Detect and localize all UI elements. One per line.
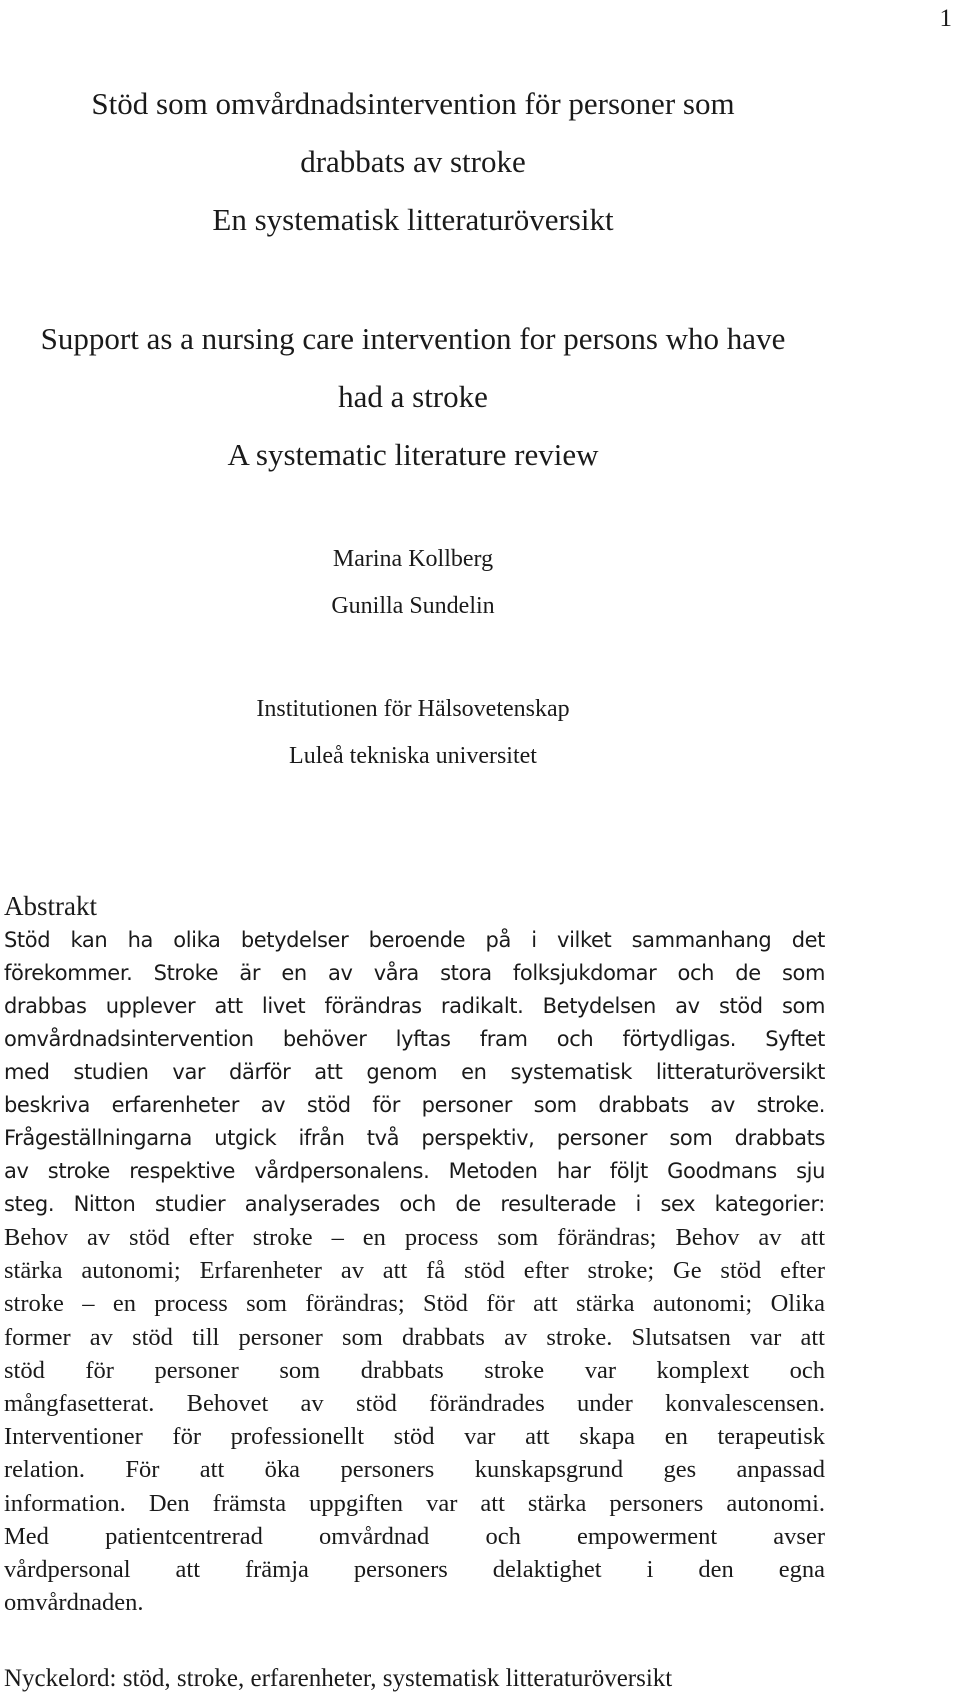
title-english-line: Support as a nursing care intervention for persons who have — [40, 321, 786, 356]
abstract-heading: Abstrakt — [4, 891, 97, 921]
affiliation — [0, 686, 826, 780]
author-name: Gunilla Sundelin — [331, 593, 495, 619]
abstract-line: Frågeställningarna utgick ifrån två perspektiv, personer som drabbats — [4, 1126, 825, 1150]
abstract-line: vårdpersonal att främja personers delaktighet i den egna — [4, 1556, 825, 1584]
abstract-line: beskriva erfarenheter av stöd för personer som drabbats av stroke. — [4, 1093, 825, 1117]
abstract-line: drabbas upplever att livet förändras radikalt. Betydelsen av stöd som — [4, 994, 825, 1018]
title-english — [0, 310, 826, 484]
abstract-line: stärka autonomi; Erfarenheter av att få stöd efter stroke; Ge stöd efter — [4, 1257, 825, 1285]
title-swedish — [0, 75, 826, 249]
title-english-line: had a stroke — [338, 379, 488, 414]
abstract-line: mångfasetterat. Behovet av stöd förändrades under konvalescensen. — [4, 1390, 825, 1418]
abstract-line: förekommer. Stroke är en av våra stora folksjukdomar och de som — [4, 961, 825, 985]
abstract-line: Behov av stöd efter stroke – en process som förändras; Behov av att — [4, 1224, 825, 1251]
keywords: Nyckelord: stöd, stroke, erfarenheter, systematisk litteraturöversikt — [4, 1665, 673, 1692]
abstract-line: av stroke respektive vårdpersonalens. Metoden har följt Goodmans sju — [4, 1159, 825, 1183]
abstract-sans-part — [4, 924, 825, 1221]
abstract-line: Med patientcentrerad omvårdnad och empowerment avser — [4, 1522, 825, 1550]
abstract-line: Interventioner för professionellt stöd var att skapa en terapeutisk — [4, 1423, 825, 1451]
abstract-line: stroke – en process som förändras; Stöd för att stärka autonomi; Olika — [4, 1290, 825, 1318]
page-number: 1 — [939, 5, 952, 32]
abstract-line: information. Den främsta uppgiften var att stärka personers autonomi. — [4, 1489, 825, 1517]
subtitle-english: A systematic literature review — [227, 437, 599, 472]
abstract-line: stöd för personer som drabbats stroke var komplext och — [4, 1356, 825, 1384]
abstract-serif-part — [4, 1221, 825, 1619]
subtitle-swedish: En systematisk litteraturöversikt — [212, 202, 614, 237]
department: Institutionen för Hälsovetenskap — [256, 696, 570, 722]
author-name: Marina Kollberg — [332, 546, 494, 572]
abstract-line: omvårdnaden. — [4, 1589, 144, 1617]
abstract-line: med studien var därför att genom en systematisk litteraturöversikt — [4, 1060, 825, 1084]
authors — [0, 536, 826, 630]
title-swedish-line: Stöd som omvårdnadsintervention för personer som — [91, 86, 735, 121]
title-swedish-line: drabbats av stroke — [300, 144, 526, 179]
abstract-line: Stöd kan ha olika betydelser beroende på i vilket sammanhang det — [4, 928, 825, 952]
abstract-line: relation. För att öka personers kunskapsgrund ges anpassad — [4, 1456, 825, 1484]
abstract-line: former av stöd till personer som drabbats av stroke. Slutsatsen var att — [4, 1323, 825, 1351]
abstract-line: steg. Nitton studier analyserades och de resulterade i sex kategorier: — [4, 1192, 825, 1216]
abstract-body — [4, 924, 825, 1619]
university: Luleå tekniska universitet — [289, 743, 537, 769]
abstract-line: omvårdnadsintervention behöver lyftas fram och förtydligas. Syftet — [4, 1027, 825, 1051]
